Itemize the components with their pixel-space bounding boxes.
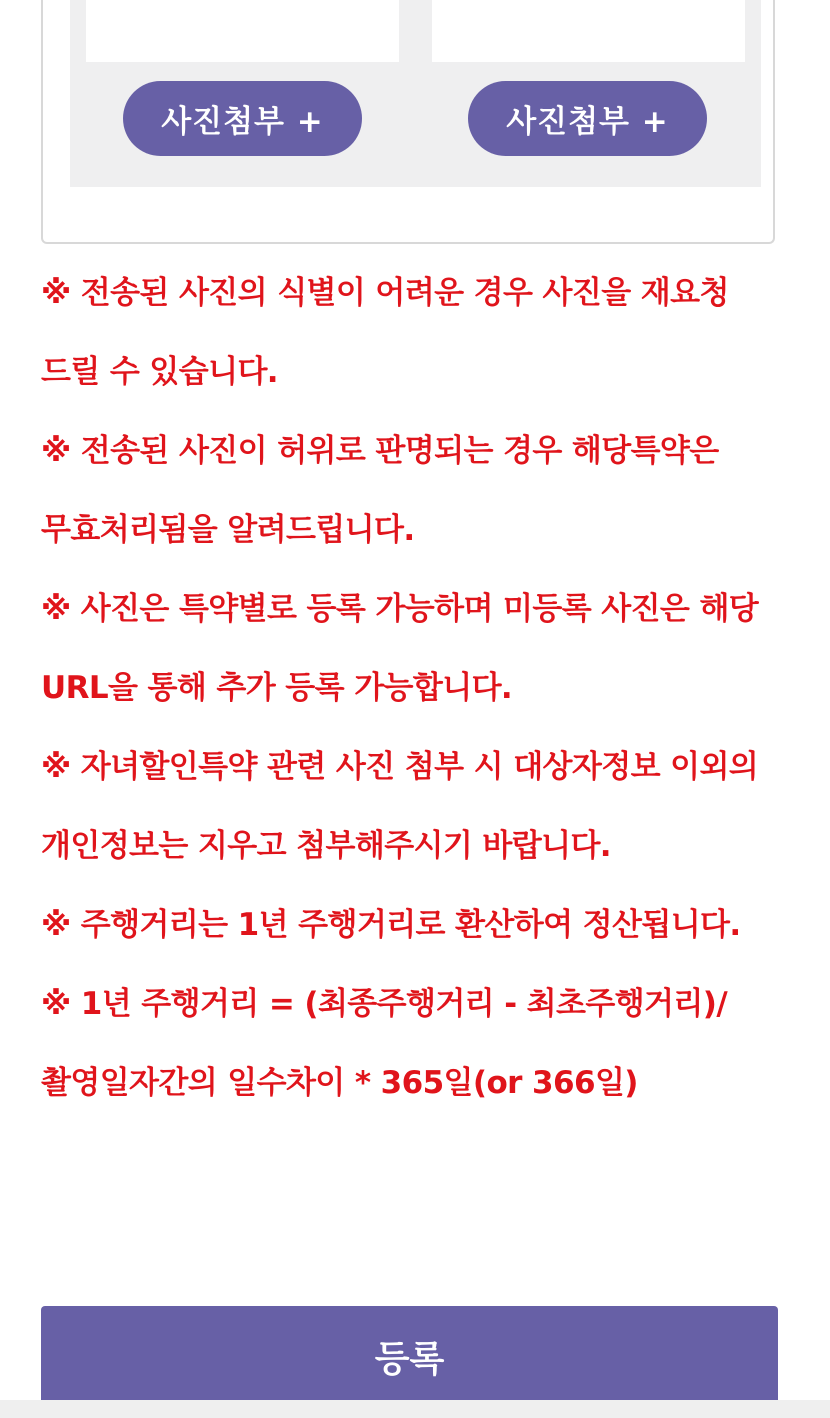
notice-item-reupload: ※ 전송된 사진의 식별이 어려운 경우 사진을 재요청 드릴 수 있습니다. <box>41 275 729 390</box>
notice-list <box>41 254 781 1123</box>
notice-item-false-photo: ※ 전송된 사진이 허위로 판명되는 경우 해당특약은 무효처리됨을 알려드립니다. <box>41 433 719 548</box>
notice-item-mileage-formula: ※ 1년 주행거리 = (최종주행거리 - 최초주행거리)/촬영일자간의 일수차이 * 365일(or 366일) <box>41 986 728 1101</box>
bottom-bar <box>0 1400 830 1418</box>
register-button[interactable]: 등록 <box>41 1306 778 1406</box>
photo-preview-right <box>432 0 745 62</box>
notice-item-per-rider: ※ 사진은 특약별로 등록 가능하며 미등록 사진은 해당 URL을 통해 추가 등록 가능합니다. <box>41 591 759 706</box>
notice-item-child-discount: ※ 자녀할인특약 관련 사진 첨부 시 대상자정보 이외의 개인정보는 지우고 첨부해주시기 바랍니다. <box>41 749 759 864</box>
attach-photo-button-1[interactable]: 사진첨부 + <box>123 81 362 156</box>
notice-item-mileage: ※ 주행거리는 1년 주행거리로 환산하여 정산됩니다. <box>41 907 741 943</box>
photo-preview-left <box>86 0 399 62</box>
photo-upload-area <box>70 0 761 187</box>
attach-photo-button-2[interactable]: 사진첨부 + <box>468 81 707 156</box>
